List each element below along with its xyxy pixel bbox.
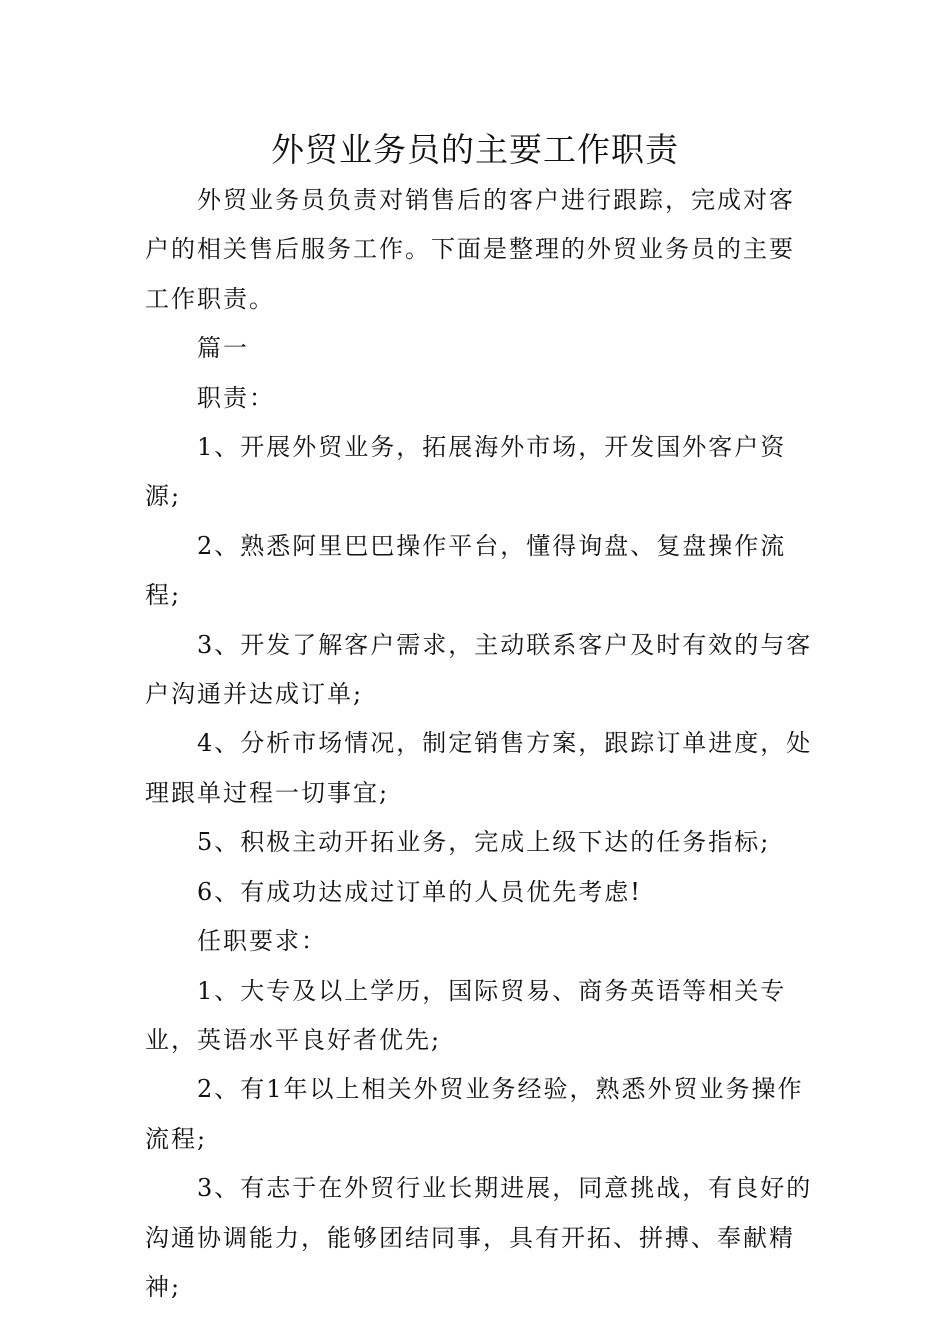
- requirement-item: 3、有志于在外贸行业长期进展，同意挑战，有良好的沟通协调能力，能够团结同事，具有开拓、拼搏、奉献精神;: [145, 1174, 813, 1301]
- duty-item: 1、开展外贸业务，拓展海外市场，开发国外客户资源;: [145, 433, 787, 511]
- section-heading-requirements: 任职要求：: [197, 927, 327, 956]
- duty-item: 6、有成功达成过订单的人员优先考虑!: [197, 877, 642, 906]
- document-body: [145, 176, 813, 1312]
- document-title: 外贸业务员的主要工作职责: [271, 130, 679, 169]
- duty-item: 5、积极主动开拓业务，完成上级下达的任务指标;: [197, 828, 771, 857]
- duty-item: 2、熟悉阿里巴巴操作平台，懂得询盘、复盘操作流程;: [145, 531, 787, 610]
- requirement-item: 1、大专及以上学历，国际贸易、商务英语等相关专业，英语水平良好者优先;: [145, 976, 787, 1054]
- duty-item: 4、分析市场情况，制定销售方案，跟踪订单进度，处理跟单过程一切事宜;: [145, 729, 813, 807]
- section-heading-duties: 职责：: [197, 383, 275, 412]
- section-heading-part-one: 篇一: [197, 334, 249, 363]
- requirement-item: 2、有1年以上相关外贸业务经验，熟悉外贸业务操作流程;: [145, 1075, 804, 1153]
- duty-item: 3、开发了解客户需求，主动联系客户及时有效的与客户沟通并达成订单;: [145, 630, 813, 709]
- intro-paragraph: 外贸业务员负责对销售后的客户进行跟踪，完成对客户的相关售后服务工作。下面是整理的外贸业务员的主要工作职责。: [145, 186, 795, 313]
